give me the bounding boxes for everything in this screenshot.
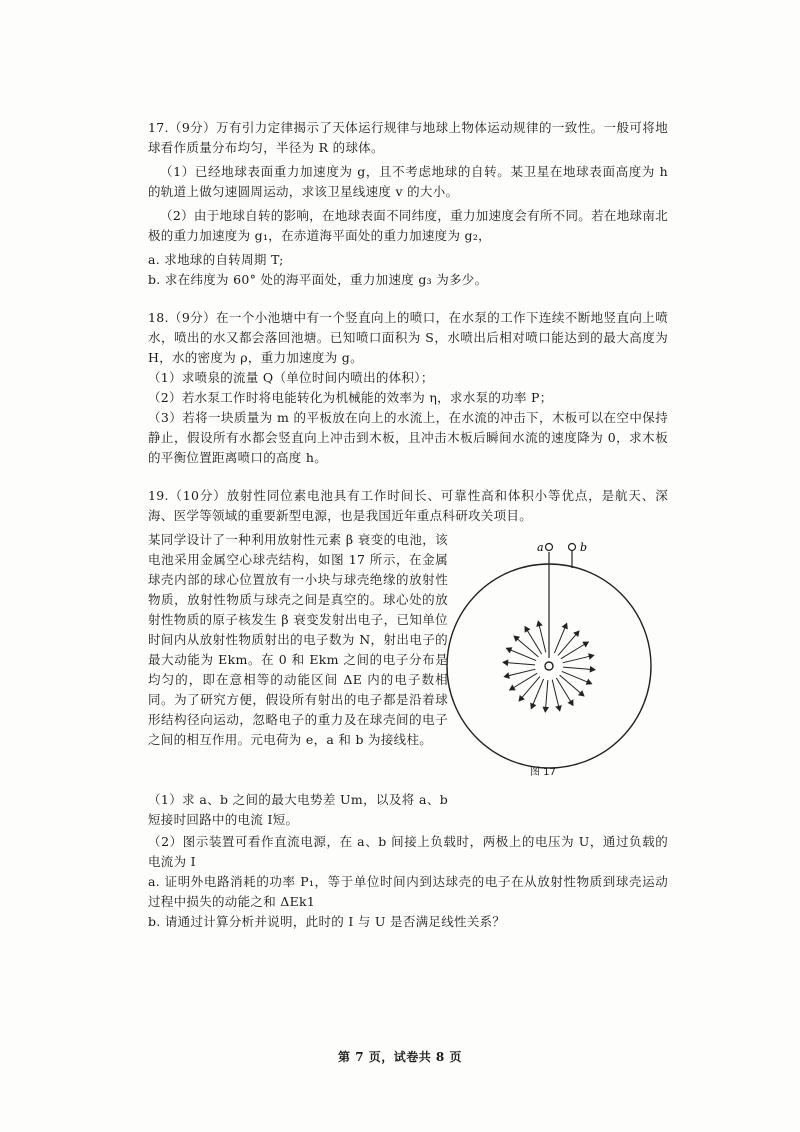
electron-arrow-head (586, 680, 591, 685)
q17-part2: （2）由于地球自转的影响，在地球表面不同纬度，重力加速度会有所不同。若在地球南北极的重力加速度为 g₁，在赤道海平面处的重力加速度为 g₂， (148, 208, 668, 243)
q19-part2: （2）图示装置可看作直流电源，在 a、b 间接上负载时，两极上的电压为 U，通过负载的电流为 I (148, 834, 668, 869)
electron-arrow-head (537, 621, 542, 626)
q18-part2: （2）若水泵工作时将电能转化为机械能的效率为 η，求水泵的功率 P； (148, 390, 553, 405)
q17-part2a: a. 求地球的自转周期 T; (148, 252, 284, 267)
electron-arrow-head (583, 642, 588, 647)
electron-arrow-head (510, 686, 515, 691)
q17-intro: 17.（9分）万有引力定律揭示了天体运行规律与地球上物体运动规律的一致性。一般可将地球看作质量分布均匀，半径为 R 的球体。 (148, 120, 668, 155)
q18-intro: 18.（9分）在一个小池塘中有一个竖直向上的喷口，在水泵的工作下连续不断地竖直向上喷水，喷出的水又都会落回池塘。已知喷口面积为 S，水喷出后相对喷口能达到的最大高度为 H，水的密度为 ρ，重力加速度为 g。 (148, 310, 668, 365)
electron-arrow-head (590, 667, 595, 672)
electron-arrow-head (525, 627, 530, 632)
terminal-b-label: b (580, 541, 588, 554)
electron-arrow-head (507, 648, 512, 653)
figure-17-caption: 图 17 (530, 767, 556, 778)
q17-part1: （1）已经地球表面重力加速度为 g，且不考虑地球的自转。某卫星在地球表面高度为 h 的轨道上做匀速圆周运动，求该卫星线速度 v 的大小。 (148, 164, 668, 199)
electron-arrow-head (531, 703, 536, 708)
electron-arrow-head (543, 707, 548, 712)
q19-part1: （1）求 a、b 之间的最大电势差 Um，以及将 a、b 短接时回路中的电流 I短。 (148, 792, 448, 827)
terminal-a-label: a (537, 541, 544, 554)
electron-arrow-head (556, 706, 561, 711)
terminal-b-icon (569, 544, 576, 551)
q17-part2b: b. 求在纬度为 60° 处的海平面处，重力加速度 g₃ 为多少。 (148, 272, 488, 287)
q18-part3: （3）若将一块质量为 m 的平板放在向上的水流上，在水流的冲击下，木板可以在空中保持静止，假设所有水都会竖直向上冲击到木板，且冲击木板后瞬间水流的速度降为 0，求木板的平衡位置距离喷口的高度 h。 (148, 410, 668, 465)
electron-arrow-head (569, 700, 574, 705)
electron-arrow-head (589, 654, 594, 659)
page-footer: 第 7 页，试卷共 8 页 (338, 1050, 462, 1064)
electron-arrow-head (504, 673, 509, 678)
terminal-a-icon (546, 544, 553, 551)
electron-arrow-head (563, 624, 568, 629)
electron-arrow-head (503, 660, 508, 665)
q19-body: 某同学设计了一种利用放射性元素 β 衰变的电池，该电池采用金属空心球壳结构，如图 17 所示，在金属球壳内部的球心位置放有一小块与球壳绝缘的放射性物质，放射性物质与球壳之间是真空的。球心处的放射性物质的原子核发生 β 衰变发射出电子，已知单位时间内从放射性物质射出的电子数为 N，射出电子的最大动能为 Ekm。在 0 和 Ekm 之间的电子分布是均匀的，即在意相等的动能区间 ΔE 内的电子数相同。为了研究方便，假设所有射出的电子都是沿着球形结构径向运动，忽略电子的重力及在球壳间的电子之间的相互作用。元电荷为 e，a 和 b 为接线柱。 (148, 532, 448, 747)
q19-part2b: b. 请通过计算分析并说明，此时的 I 与 U 是否满足线性关系？ (148, 914, 506, 929)
radioactive-source (545, 662, 553, 670)
figure-17-sphere-battery (444, 530, 664, 780)
q19-part2a: a. 证明外电路消耗的功率 P₁，等于单位时间内到达球壳的电子在从放射性物质到球壳运动过程中损失的动能之和 ΔEk1 (148, 874, 668, 909)
q18-part1: （1）求喷泉的流量 Q（单位时间内喷出的体积）； (148, 370, 434, 385)
q19-intro: 19.（10分）放射性同位素电池具有工作时间长、可靠性高和体积小等优点，是航天、深海、医学等领域的重要新型电源，也是我国近年重点科研攻关项目。 (148, 488, 668, 523)
